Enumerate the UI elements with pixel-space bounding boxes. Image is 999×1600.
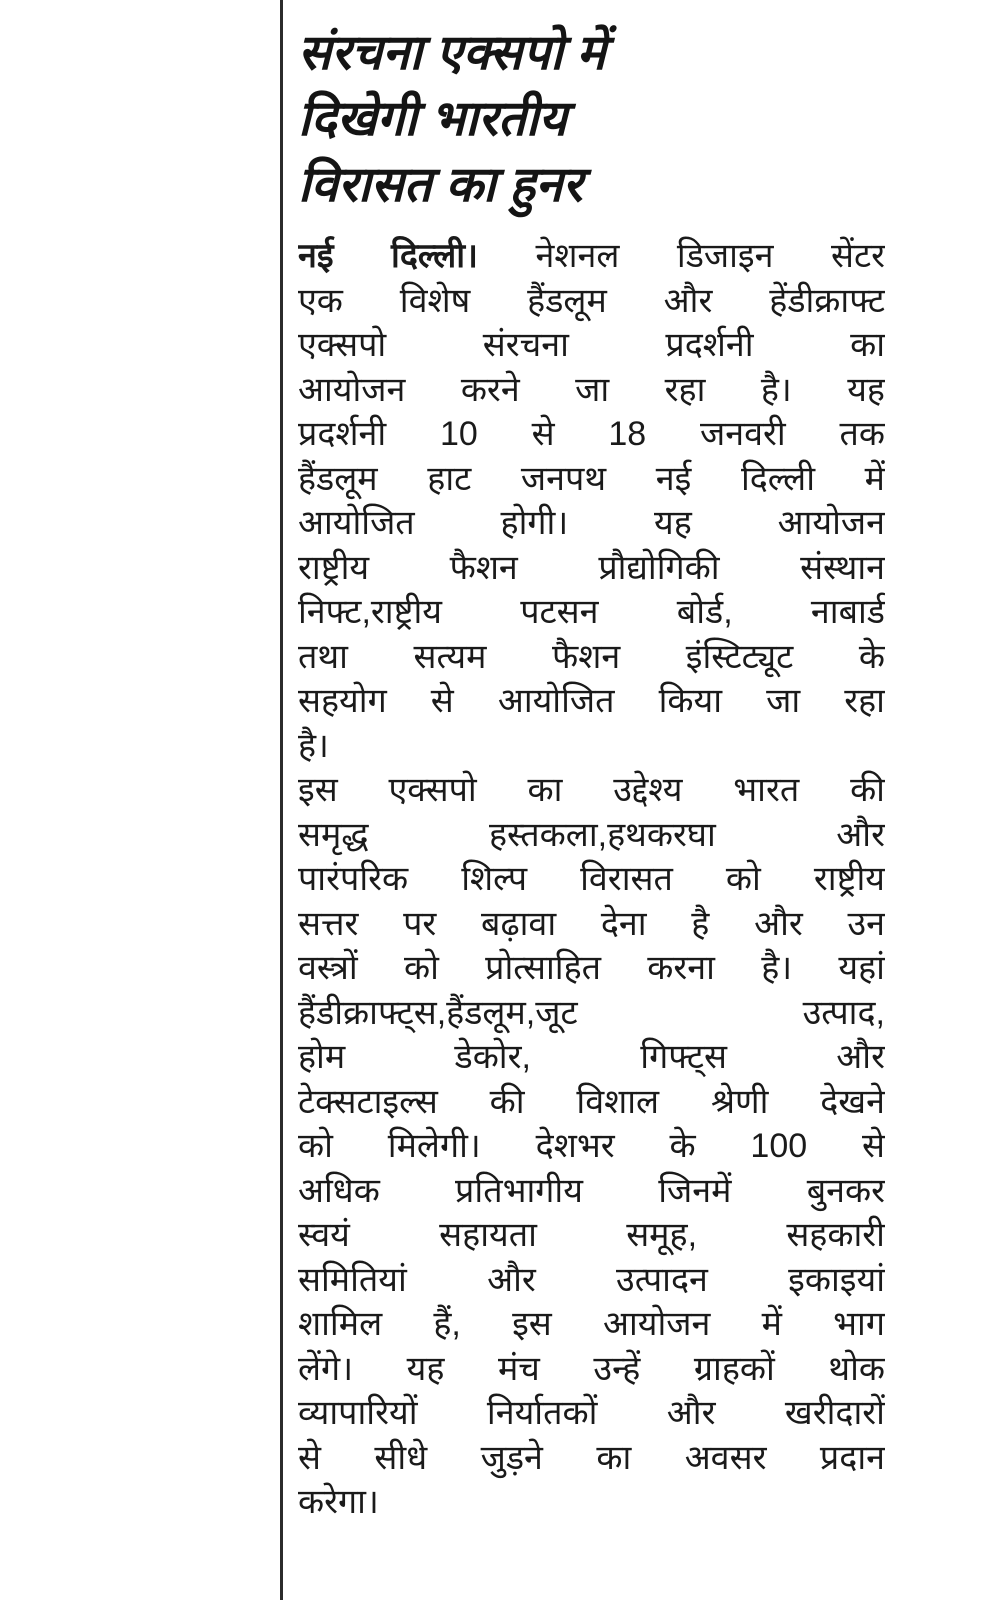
paragraph-2	[298, 768, 885, 1525]
body-line: सत्तर पर बढ़ावा देना है और उन	[298, 904, 885, 943]
body-line: से सीधे जुड़ने का अवसर प्रदान	[298, 1438, 885, 1477]
body-line: तथा सत्यम फैशन इंस्टिट्यूट के	[298, 637, 885, 676]
paragraph-1	[298, 234, 885, 768]
body-line: इस एक्सपो का उद्देश्य भारत की	[298, 771, 885, 809]
body-line-lead	[298, 234, 885, 279]
body-line: अधिक प्रतिभागीय जिनमें बुनकर	[298, 1171, 885, 1210]
body-line: व्यापारियों निर्यातकों और खरीदारों	[298, 1394, 885, 1432]
headline-line: संरचना एक्सपो में	[298, 26, 606, 80]
paragraph-2-lines	[298, 768, 885, 1525]
body-line: होम डेकोर, गिफ्ट्स और	[298, 1038, 885, 1076]
lead-text: नेशनल डिजाइन सेंटर	[535, 237, 885, 275]
article-body	[298, 234, 885, 1525]
body-line: पारंपरिक शिल्प विरासत को राष्ट्रीय	[298, 860, 885, 898]
body-line: हैंडलूम हाट जनपथ नई दिल्ली में	[298, 459, 885, 498]
headline-line: विरासत का हुनर	[298, 158, 583, 212]
body-line: आयोजन करने जा रहा है। यह	[298, 370, 885, 409]
body-line: समृद्ध हस्तकला,हथकरघा और	[298, 815, 885, 854]
column-divider-rule	[280, 0, 283, 1600]
body-line: सहयोग से आयोजित किया जा रहा	[298, 682, 885, 720]
body-line: एक विशेष हैंडलूम और हेंडीक्राफ्ट	[298, 281, 885, 320]
paragraph-1-lines	[298, 279, 885, 769]
body-line: करेगा।	[298, 1483, 379, 1521]
article-headline	[298, 20, 885, 218]
body-line: आयोजित होगी। यह आयोजन	[298, 504, 885, 542]
body-line: वस्त्रों को प्रोत्साहित करना है। यहां	[298, 949, 885, 987]
article	[298, 20, 885, 1525]
body-line: निफ्ट,राष्ट्रीय पटसन बोर्ड, नाबार्ड	[298, 593, 885, 631]
headline-line: दिखेगी भारतीय	[298, 92, 567, 146]
body-line: शामिल हैं, इस आयोजन में भाग	[298, 1305, 885, 1343]
body-line: है।	[298, 726, 329, 765]
body-line: टेक्सटाइल्स की विशाल श्रेणी देखने	[298, 1082, 885, 1121]
body-line: को मिलेगी। देशभर के 100 से	[298, 1127, 885, 1165]
body-line: राष्ट्रीय फैशन प्रौद्योगिकी संस्थान	[298, 548, 885, 587]
body-line: स्वयं सहायता समूह, सहकारी	[298, 1216, 885, 1254]
body-line: प्रदर्शनी 10 से 18 जनवरी तक	[298, 415, 885, 453]
body-line: लेंगे। यह मंच उन्हें ग्राहकों थोक	[298, 1349, 885, 1388]
body-line: समितियां और उत्पादन इकाइयां	[298, 1260, 885, 1299]
dateline: नई दिल्ली।	[298, 237, 478, 275]
body-line: हैंडीक्राफ्ट्स,हैंडलूम,जूट उत्पाद,	[298, 993, 885, 1032]
body-line: एक्सपो संरचना प्रदर्शनी का	[298, 326, 885, 364]
